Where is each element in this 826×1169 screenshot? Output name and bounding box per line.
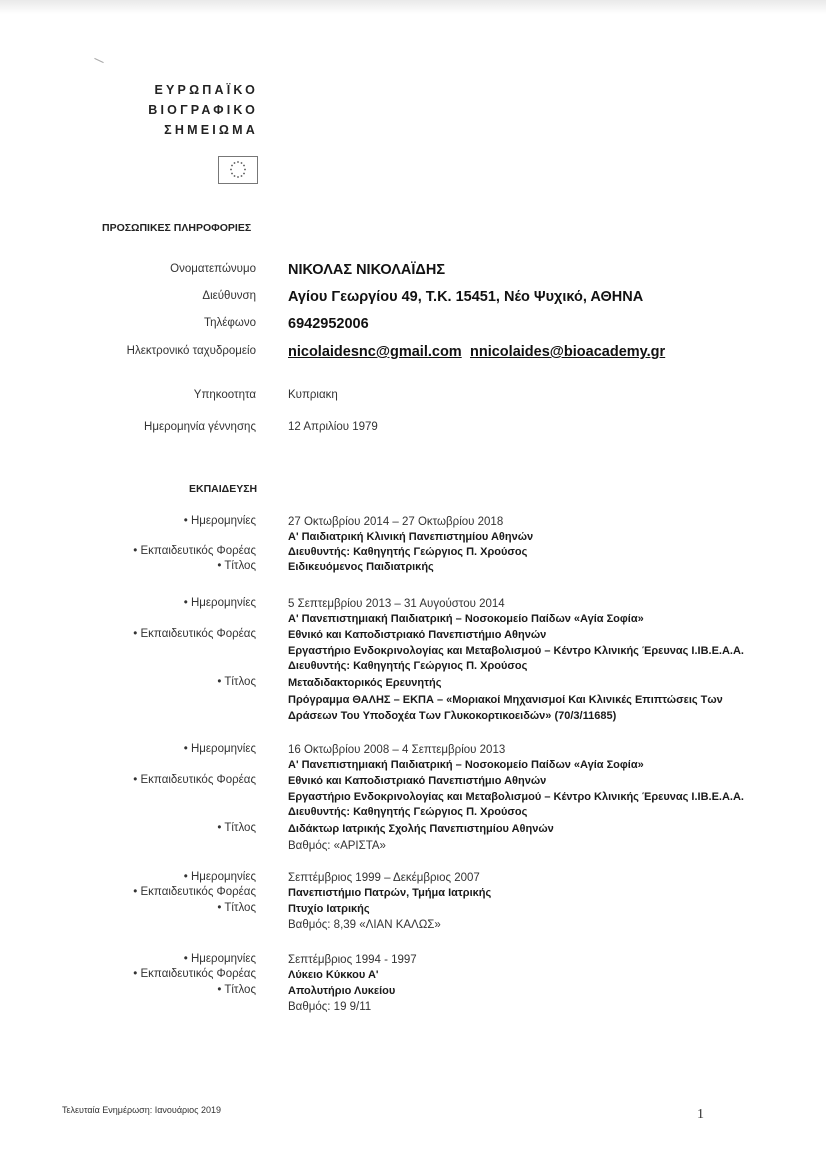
entry-institution-line: Α' Παιδιατρική Κλινική Πανεπιστημίου Αθηνών bbox=[288, 531, 534, 543]
entry-grade: Βαθμός: «ΑΡΙΣΤΑ» bbox=[288, 840, 386, 852]
page-number: 1 bbox=[697, 1107, 704, 1122]
entry-title-line: Πτυχίο Ιατρικής bbox=[288, 903, 370, 915]
entry-institution-line: Πανεπιστήμιο Πατρών, Τμήμα Ιατρικής bbox=[288, 887, 492, 899]
entry-title-line: Δράσεων Του Υποδοχέα Των Γλυκοκορτικοειδών» (70/3/11685) bbox=[288, 710, 617, 722]
entry-dates: 27 Οκτωβρίου 2014 – 27 Οκτωβρίου 2018 bbox=[288, 516, 504, 528]
entry-institution-line: Εθνικό και Καποδιστριακό Πανεπιστήμιο Αθηνών bbox=[288, 629, 547, 641]
phone-value: 6942952006 bbox=[288, 316, 369, 332]
last-update-note: Τελευταία Ενημέρωση: Ιανουάριος 2019 bbox=[62, 1105, 222, 1115]
title-label: • Τίτλος bbox=[217, 560, 256, 572]
institution-label: • Εκπαιδευτικός Φορέας bbox=[133, 774, 256, 786]
full-name: ΝΙΚΟΛΑΣ ΝΙΚΟΛΑΪΔΗΣ bbox=[288, 262, 446, 278]
cv-title-line-2: ΒΙΟΓΡΑΦΙΚΟ bbox=[148, 103, 258, 117]
entry-grade: Βαθμός: 8,39 «ΛΙΑΝ ΚΑΛΩΣ» bbox=[288, 919, 441, 931]
email-label: Ηλεκτρονικό ταχυδρομείο bbox=[126, 345, 256, 357]
phone-label: Τηλέφωνο bbox=[203, 317, 256, 329]
entry-institution-line: Διευθυντής: Καθηγητής Γεώργιος Π. Χρούσος bbox=[288, 546, 528, 558]
title-label: • Τίτλος bbox=[217, 822, 256, 834]
education-heading: ΕΚΠΑΙΔΕΥΣΗ bbox=[189, 483, 258, 495]
email-row bbox=[0, 344, 826, 364]
entry-institution-line: Α' Πανεπιστημιακή Παιδιατρική – Νοσοκομείο Παίδων «Αγία Σοφία» bbox=[288, 759, 644, 771]
title-label: • Τίτλος bbox=[217, 676, 256, 688]
birthdate-label: Ημερομηνία γέννησης bbox=[144, 421, 256, 433]
email-link-2[interactable]: nnicolaides@bioacademy.gr bbox=[470, 344, 666, 360]
personal-info-heading: ΠΡΟΣΩΠΙΚΕΣ ΠΛΗΡΟΦΟΡΙΕΣ bbox=[102, 222, 252, 234]
nationality-row bbox=[0, 389, 826, 409]
entry-institution-line: Εργαστήριο Ενδοκρινολογίας και Μεταβολισμού – Κέντρο Κλινικής Έρευνας Ι.ΙΒ.Ε.Α.Α. bbox=[288, 645, 744, 657]
institution-label: • Εκπαιδευτικός Φορέας bbox=[133, 886, 256, 898]
name-label: Ονοματεπώνυμο bbox=[170, 263, 256, 275]
entry-institution-line: Εργαστήριο Ενδοκρινολογίας και Μεταβολισμού – Κέντρο Κλινικής Έρευνας Ι.ΙΒ.Ε.Α.Α. bbox=[288, 791, 744, 803]
nationality-value: Κυπριακη bbox=[288, 389, 338, 401]
address-row bbox=[0, 289, 826, 309]
scan-mark bbox=[94, 58, 103, 63]
cv-title bbox=[140, 80, 258, 140]
entry-title-line: Μεταδιδακτορικός Ερευνητής bbox=[288, 677, 442, 689]
cv-title-line-1: ΕΥΡΩΠΑΪΚΟ bbox=[154, 83, 258, 97]
title-label: • Τίτλος bbox=[217, 902, 256, 914]
entry-institution-line: Εθνικό και Καποδιστριακό Πανεπιστήμιο Αθηνών bbox=[288, 775, 547, 787]
nationality-label: Υπηκοοτητα bbox=[193, 389, 256, 401]
phone-row bbox=[0, 316, 826, 336]
dates-label: • Ημερομηνίες bbox=[183, 953, 256, 965]
entry-institution-line: Λύκειο Κύκκου Α' bbox=[288, 969, 379, 981]
entry-dates: Σεπτέμβριος 1994 - 1997 bbox=[288, 954, 417, 966]
entry-title-line: Διδάκτωρ Ιατρικής Σχολής Πανεπιστημίου Αθηνών bbox=[288, 823, 554, 835]
entry-title-line: Ειδικευόμενος Παιδιατρικής bbox=[288, 561, 434, 573]
dates-label: • Ημερομηνίες bbox=[183, 597, 256, 609]
entry-institution-line: Διευθυντής: Καθηγητής Γεώργιος Π. Χρούσος bbox=[288, 660, 528, 672]
birthdate-row bbox=[0, 421, 826, 441]
dates-label: • Ημερομηνίες bbox=[183, 743, 256, 755]
cv-title-line-3: ΣΗΜΕΙΩΜΑ bbox=[164, 123, 258, 137]
name-row bbox=[0, 262, 826, 282]
birthdate-value: 12 Απριλίου 1979 bbox=[288, 421, 378, 433]
entry-dates: Σεπτέμβριος 1999 – Δεκέμβριος 2007 bbox=[288, 872, 480, 884]
institution-label: • Εκπαιδευτικός Φορέας bbox=[133, 968, 256, 980]
dates-label: • Ημερομηνίες bbox=[183, 515, 256, 527]
entry-dates: 16 Οκτωβρίου 2008 – 4 Σεπτεμβρίου 2013 bbox=[288, 744, 506, 756]
entry-title-line: Απολυτήριο Λυκείου bbox=[288, 985, 396, 997]
entry-institution-line: Α' Πανεπιστημιακή Παιδιατρική – Νοσοκομείο Παίδων «Αγία Σοφία» bbox=[288, 613, 644, 625]
entry-dates: 5 Σεπτεμβρίου 2013 – 31 Αυγούστου 2014 bbox=[288, 598, 505, 610]
entry-institution-line: Διευθυντής: Καθηγητής Γεώργιος Π. Χρούσος bbox=[288, 806, 528, 818]
institution-label: • Εκπαιδευτικός Φορέας bbox=[133, 628, 256, 640]
eu-flag-icon bbox=[218, 156, 258, 184]
entry-grade: Βαθμός: 19 9/11 bbox=[288, 1001, 372, 1013]
entry-title-line: Πρόγραμμα ΘΑΛΗΣ – ΕΚΠΑ – «Μοριακοί Μηχανισμοί Και Κλινικές Επιπτώσεις Των bbox=[288, 694, 723, 706]
scan-shadow bbox=[0, 0, 826, 14]
title-label: • Τίτλος bbox=[217, 984, 256, 996]
address-value: Αγίου Γεωργίου 49, Τ.Κ. 15451, Νέο Ψυχικό, ΑΘΗΝΑ bbox=[288, 289, 644, 305]
email-link-1[interactable]: nicolaidesnc@gmail.com bbox=[288, 344, 462, 360]
address-label: Διεύθυνση bbox=[202, 290, 256, 302]
dates-label: • Ημερομηνίες bbox=[183, 871, 256, 883]
institution-label: • Εκπαιδευτικός Φορέας bbox=[133, 545, 256, 557]
